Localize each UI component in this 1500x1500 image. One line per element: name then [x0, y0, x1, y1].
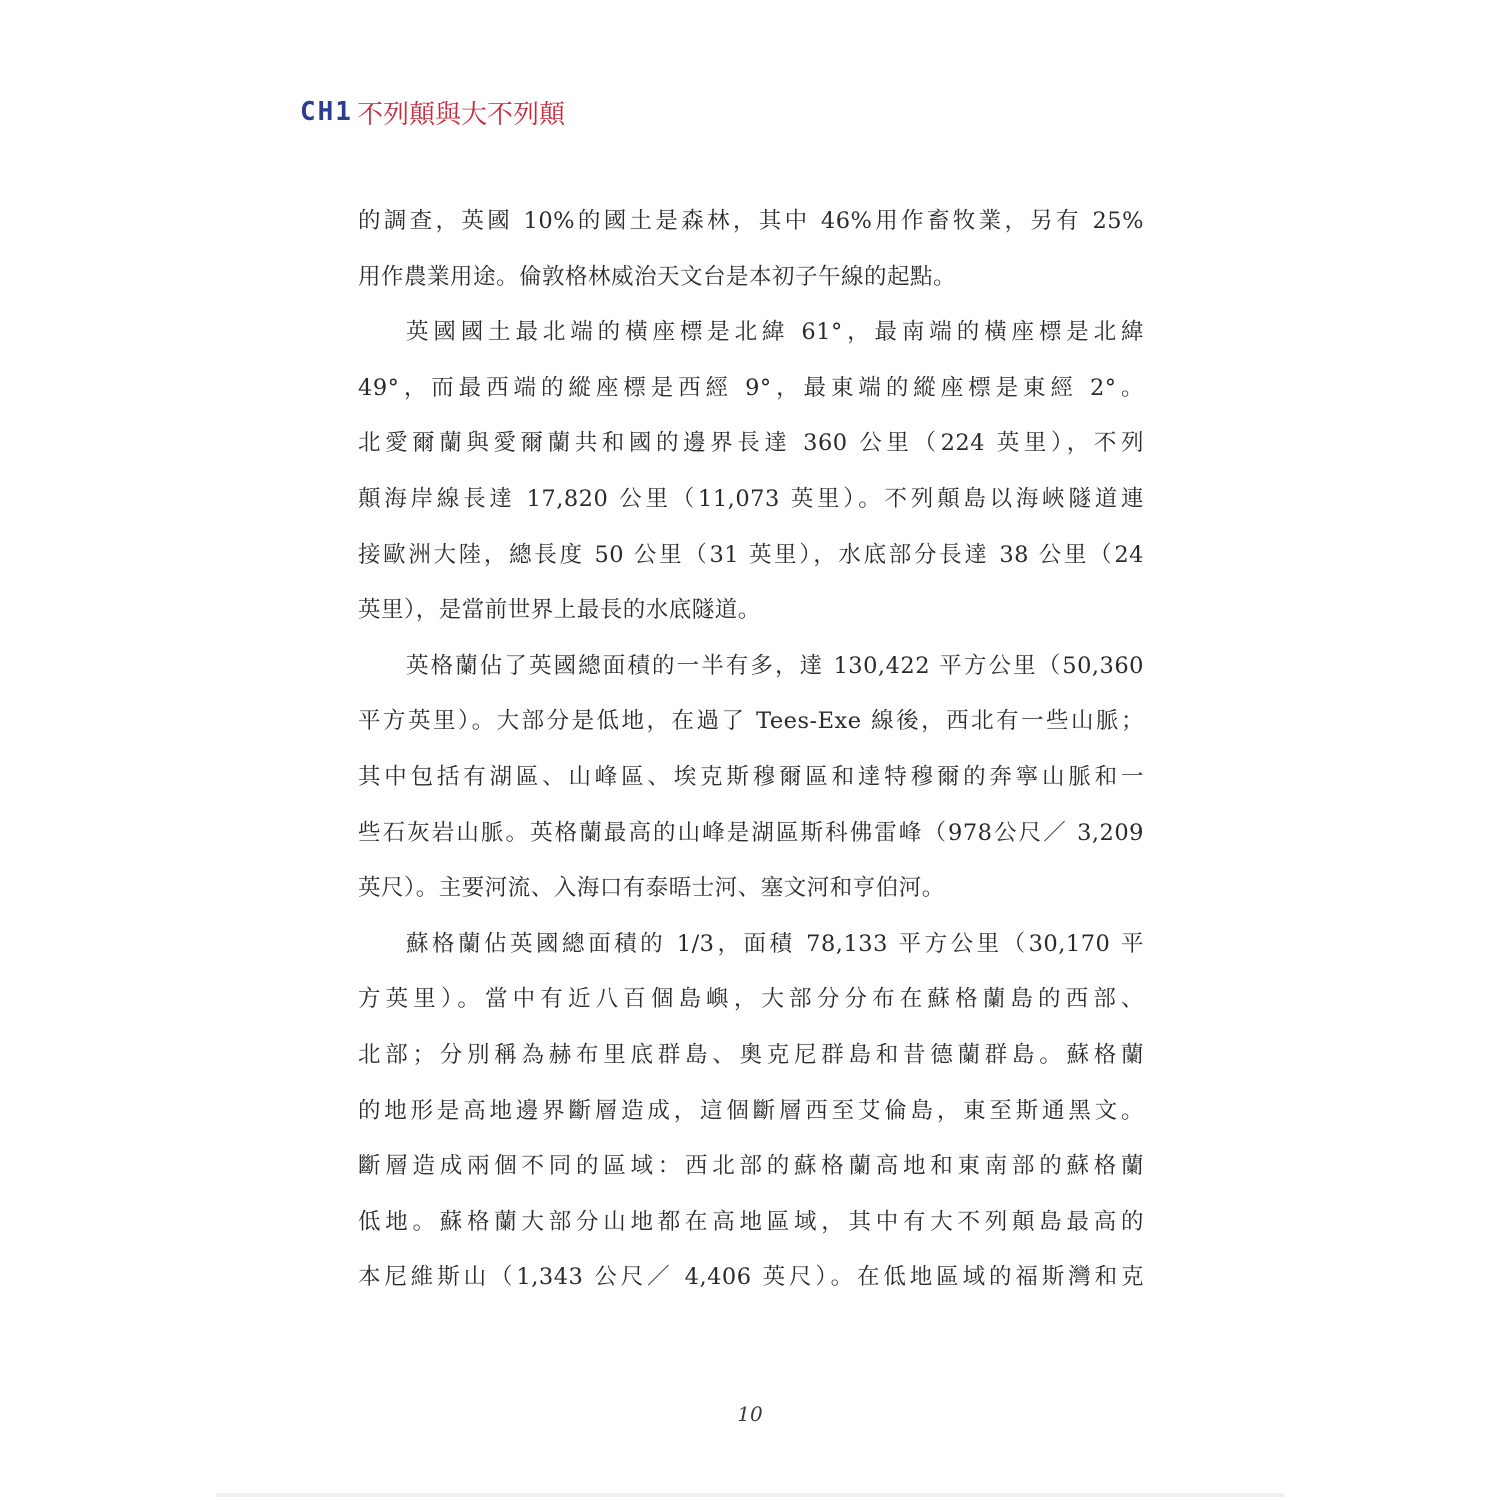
text-line: 些石灰岩山脈。英格蘭最高的山峰是湖區斯科佛雷峰（978公尺／ 3,209 — [358, 819, 1144, 846]
chapter-header — [300, 92, 565, 132]
text-line: 英格蘭佔了英國總面積的一半有多，達 130,422 平方公里（50,360 — [406, 652, 1144, 679]
text-line: 低地。蘇格蘭大部分山地都在高地區域，其中有大不列顛島最高的 — [358, 1208, 1144, 1235]
text-line: 英尺）。主要河流、入海口有泰晤士河、塞文河和亨伯河。 — [358, 875, 945, 902]
chapter-code: CH1 — [300, 97, 353, 127]
footer-divider — [216, 1493, 1284, 1497]
text-line: 英國國土最北端的橫座標是北緯 61°，最南端的橫座標是北緯 — [406, 319, 1144, 346]
text-line: 平方英里）。大部分是低地，在過了 Tees-Exe 線後，西北有一些山脈； — [358, 708, 1144, 735]
page-number: 10 — [737, 1402, 763, 1426]
chapter-title: 不列顛與大不列顛 — [356, 99, 565, 130]
text-line: 的調查，英國 10%的國土是森林，其中 46%用作畜牧業，另有 25% — [358, 208, 1144, 234]
text-line: 49°，而最西端的縱座標是西經 9°，最東端的縱座標是東經 2°。 — [358, 374, 1144, 401]
text-line: 蘇格蘭佔英國總面積的 1/3，面積 78,133 平方公里（30,170 平 — [406, 930, 1144, 957]
text-line: 斷層造成兩個不同的區域：西北部的蘇格蘭高地和東南部的蘇格蘭 — [358, 1153, 1144, 1180]
text-line: 北部；分別稱為赫布里底群島、奧克尼群島和昔德蘭群島。蘇格蘭 — [358, 1041, 1144, 1068]
text-line: 方英里）。當中有近八百個島嶼，大部分分布在蘇格蘭島的西部、 — [358, 986, 1144, 1013]
text-line: 其中包括有湖區、山峰區、埃克斯穆爾區和達特穆爾的奔寧山脈和一 — [358, 763, 1144, 790]
body-text — [358, 194, 1144, 1306]
text-line: 英里），是當前世界上最長的水底隧道。 — [358, 597, 761, 624]
text-line: 北愛爾蘭與愛爾蘭共和國的邊界長達 360 公里（224 英里），不列 — [358, 430, 1144, 457]
text-line: 顛海岸線長達 17,820 公里（11,073 英里）。不列顛島以海峽隧道連 — [358, 485, 1144, 512]
text-line: 本尼維斯山（1,343 公尺／ 4,406 英尺）。在低地區域的福斯灣和克 — [358, 1264, 1144, 1291]
text-line: 用作農業用途。倫敦格林威治天文台是本初子午線的起點。 — [358, 263, 957, 290]
text-line: 接歐洲大陸，總長度 50 公里（31 英里），水底部分長達 38 公里（24 — [358, 541, 1144, 568]
text-line: 的地形是高地邊界斷層造成，這個斷層西至艾倫島，東至斯通黑文。 — [358, 1097, 1144, 1124]
